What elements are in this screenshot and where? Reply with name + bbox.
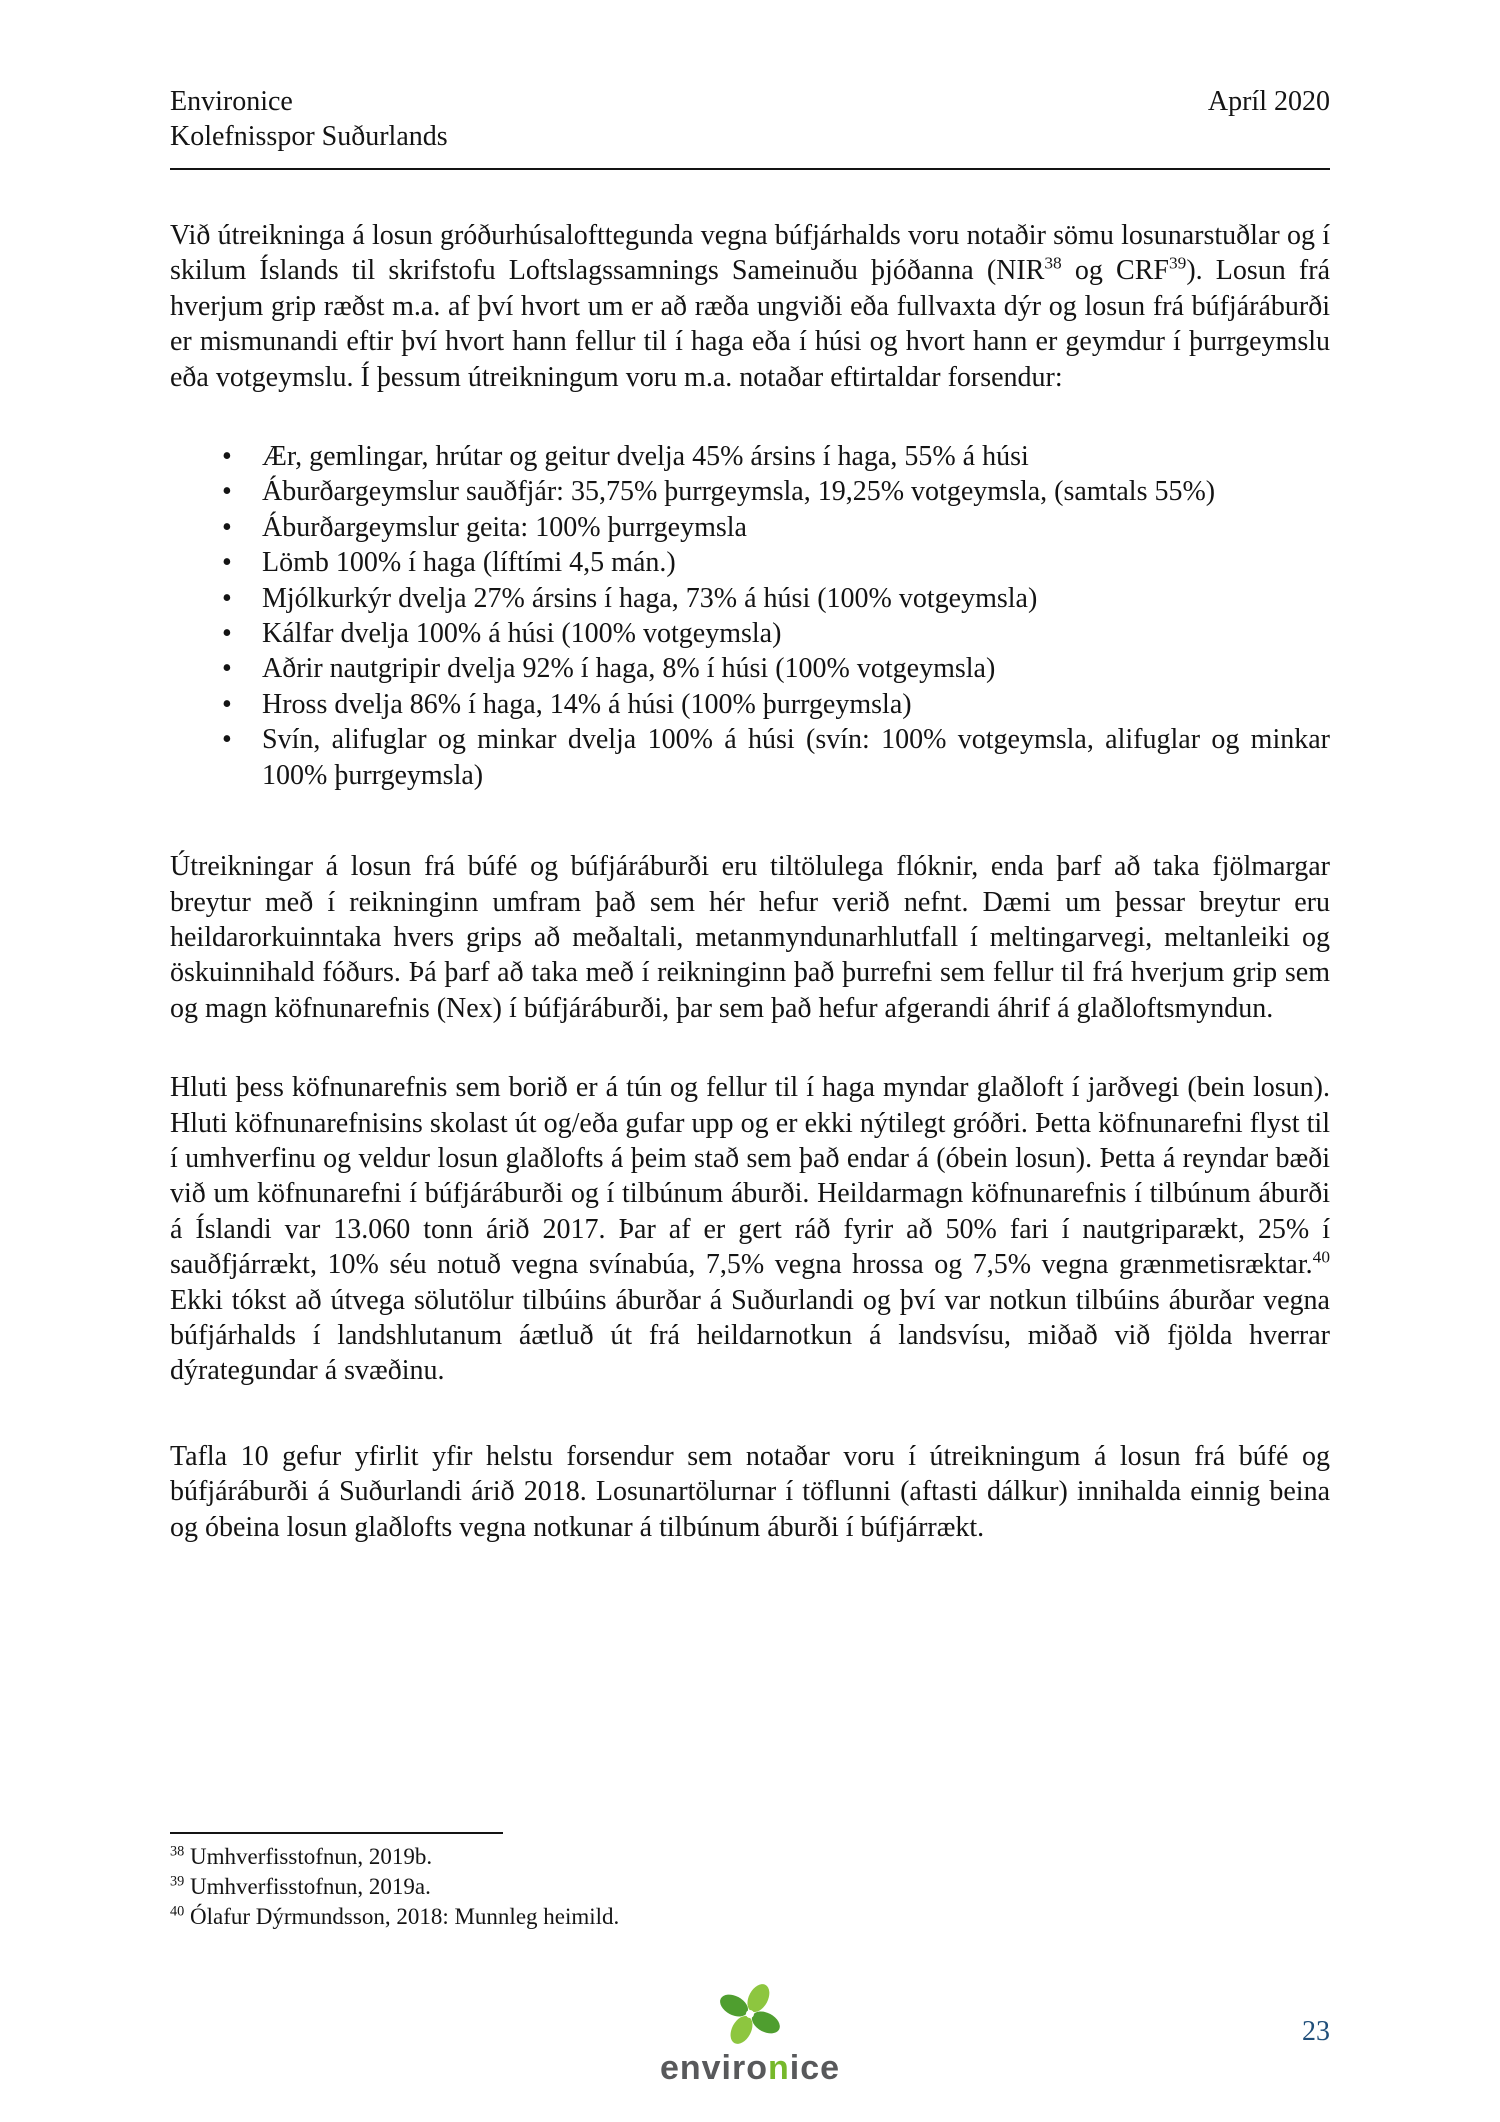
footnote-text: Umhverfisstofnun, 2019b.	[184, 1844, 433, 1869]
footnote-divider	[170, 1832, 503, 1834]
list-item: • Áburðargeymslur geita: 100% þurrgeymsla	[222, 510, 1330, 545]
list-item: • Mjólkurkýr dvelja 27% ársins í haga, 73% á húsi (100% votgeymsla)	[222, 581, 1330, 616]
footnote-text: Ólafur Dýrmundsson, 2018: Munnleg heimild.	[184, 1904, 620, 1929]
paragraph-text: Ekki tókst að útvega sölutölur tilbúins áburðar á Suðurlandi og því var notkun tilbúins áburðar vegna búfjárhalds í landshlutanum áætluð út frá heildarnotkun á landsvísu, miðað við fjölda hverrar dýrategundar á svæðinu.	[170, 1284, 1330, 1387]
footnote-ref-40: 40	[1312, 1247, 1330, 1267]
paragraph-text: ). Losun frá hverjum grip ræðst m.a. af því hvort um er að ræða ungviði eða fullvaxta dýr og losun frá búfjáráburði er mismunandi eftir því hvort hann fellur til í haga eða í húsi og hvort hann er geymdur í þurrgeymslu eða votgeymslu. Í þessum útreikningum voru m.a. notaðar eftirtaldar forsendur:	[170, 255, 1330, 393]
paragraph-calculations: Útreikningar á losun frá búfé og búfjáráburði eru tiltölulega flóknir, enda þarf að taka fjölmargar breytur með í reikninginn umfram það sem hér hefur verið nefnt. Dæmi um þessar breytur eru heildarorkuinntaka hvers grips að meðaltali, metanmyndunarhlutfall í meltingarvegi, meltanleiki og öskuinnihald fóðurs. Þá þarf að taka með í reikninginn það þurrefni sem fellur til frá hverjum grip sem og magn köfnunarefnis (Nex) í búfjáráburði, þar sem það hefur afgerandi áhrif á glaðloftsmyndun.	[170, 851, 1330, 1024]
header-divider	[170, 168, 1330, 170]
logo-text-accent: n	[768, 2049, 790, 2087]
document-body	[170, 218, 1330, 1545]
footnote-text: Umhverfisstofnun, 2019a.	[184, 1874, 431, 1899]
footnote-38	[170, 1842, 1330, 1872]
header-date: Apríl 2020	[1207, 86, 1330, 117]
list-item: • Áburðargeymslur sauðfjár: 35,75% þurrgeymsla, 19,25% votgeymsla, (samtals 55%)	[222, 474, 1330, 509]
page-number: 23	[1302, 2016, 1330, 2047]
list-item: • Ær, gemlingar, hrútar og geitur dvelja 45% ársins í haga, 55% á húsi	[222, 439, 1330, 474]
footnote-ref-38: 38	[1044, 254, 1062, 274]
paragraph-table-reference: Tafla 10 gefur yfirlit yfir helstu forsendur sem notaðar voru í útreikningum á losun frá búfé og búfjáráburði á Suðurlandi árið 2018. Losunartölurnar í töflunni (aftasti dálkur) innihalda einnig beina og óbeina losun glaðlofts vegna notkunar á tilbúnum áburði í búfjárrækt.	[170, 1440, 1330, 1543]
logo-text-prefix: enviro	[659, 2049, 768, 2087]
header-org: Environice	[170, 86, 293, 117]
paragraph-text: Hluti þess köfnunarefnis sem borið er á tún og fellur til í haga myndar glaðloft í jarðvegi (bein losun). Hluti köfnunarefnisins skolast út og/eða gufar upp og er ekki nýtilegt gróðri. Þetta köfnunarefni flyst til í umhverfinu og veldur losun glaðlofts á þeim stað sem það endar á (óbein losun). Þetta á reyndar bæði við um köfnunarefni í búfjáráburði og í tilbúnum áburði. Heildarmagn köfnunarefnis í tilbúnum áburði á Íslandi var 13.060 tonn árið 2017. Þar af er gert ráð fyrir að 50% fari í nautgriparækt, 25% í sauðfjárrækt, 10% séu notuð vegna svínabúa, 7,5% vegna hrossa og 7,5% vegna grænmetisræktar.	[170, 1072, 1330, 1281]
list-item: • Svín, alifuglar og minkar dvelja 100% á húsi (svín: 100% votgeymsla, alifuglar og minkar 100% þurrgeymsla)	[222, 722, 1330, 793]
environice-logo	[660, 1981, 840, 2088]
paragraph-intro	[170, 218, 1330, 395]
list-item: • Kálfar dvelja 100% á húsi (100% votgeymsla)	[222, 616, 1330, 651]
footnotes-section	[170, 1832, 1330, 1932]
footnote-ref-39: 39	[1168, 254, 1187, 274]
header-subtitle: Kolefnisspor Suðurlands	[170, 121, 448, 152]
list-item: • Aðrir nautgripir dvelja 92% í haga, 8% í húsi (100% votgeymsla)	[222, 651, 1330, 686]
environice-clover-icon	[714, 1981, 786, 2047]
footnote-39	[170, 1872, 1330, 1902]
paragraph-text: og CRF	[1061, 255, 1169, 287]
list-item: • Hross dvelja 86% í haga, 14% á húsi (100% þurrgeymsla)	[222, 687, 1330, 722]
footnote-number: 40	[170, 1903, 185, 1920]
logo-wordmark	[660, 2049, 840, 2088]
assumptions-list	[222, 439, 1330, 793]
footnote-40	[170, 1902, 1330, 1932]
document-header	[170, 84, 1330, 154]
paragraph-text: Við útreikninga á losun gróðurhúsalofttegunda vegna búfjárhalds voru notaðir sömu losunarstuðlar og í skilum Íslands til skrifstofu Loftslagssamnings Sameinuðu þjóðanna (NIR	[170, 220, 1330, 287]
list-item: • Lömb 100% í haga (líftími 4,5 mán.)	[222, 545, 1330, 580]
paragraph-nitrogen	[170, 1070, 1330, 1389]
footnote-number: 39	[170, 1873, 185, 1890]
header-left	[170, 84, 448, 154]
footnote-number: 38	[170, 1843, 185, 1860]
logo-text-suffix: ice	[789, 2049, 841, 2087]
